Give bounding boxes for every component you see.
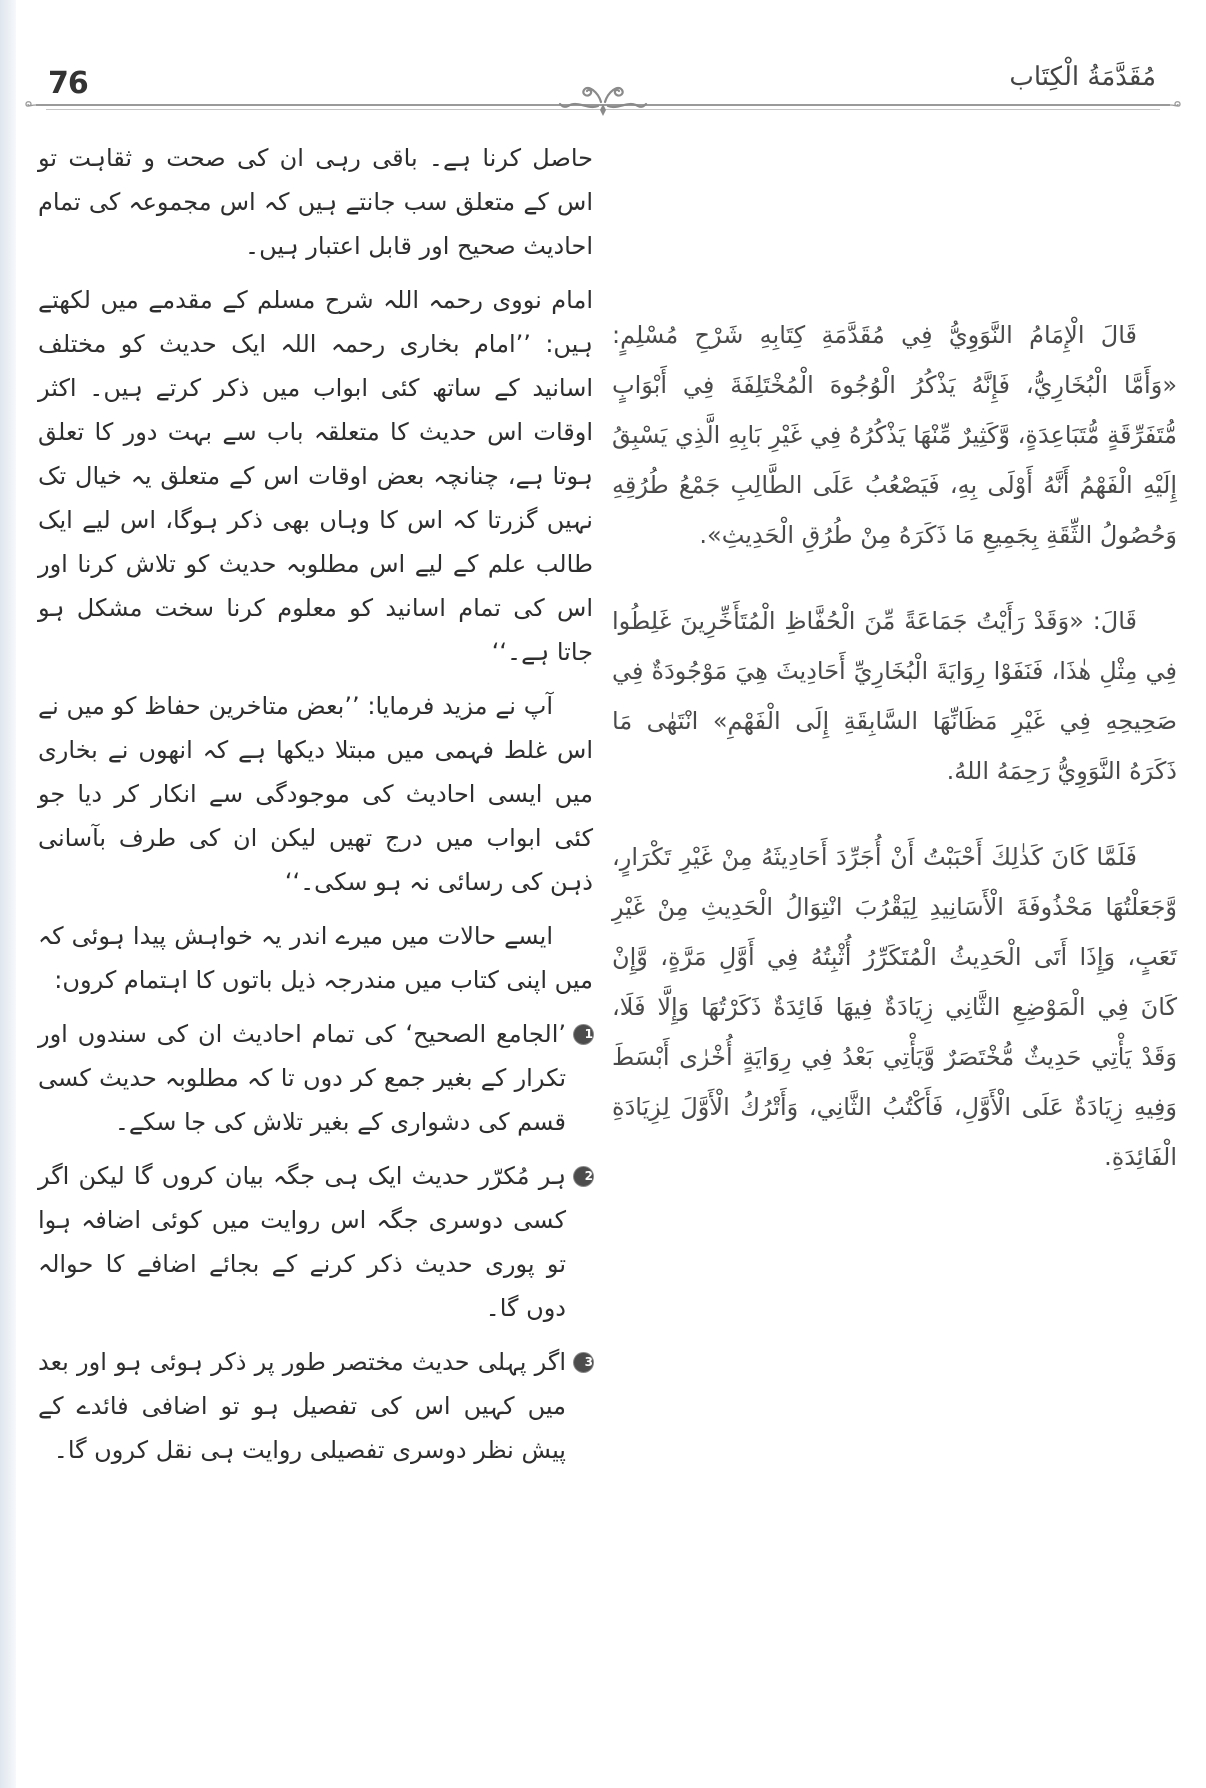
numbered-item-text: اگر پہلی حدیث مختصر طور پر ذکر ہوئی ہو اور بعد میں کہیں اس کی تفصیل ہو تو اضافی فائدے کے پیش نظر دوسری تفصیلی روایت ہی نقل کروں گا۔ [38, 1348, 566, 1464]
numbered-item [38, 1154, 593, 1330]
curl-left-icon [22, 96, 38, 112]
page-header [22, 60, 1184, 120]
number-badge: 2 [574, 1167, 593, 1186]
running-title: مُقَدَّمَةُ الْكِتَاب [1009, 62, 1156, 92]
number-badge: 1 [574, 1025, 593, 1044]
urdu-translation-column [38, 136, 593, 1472]
arabic-text-column [612, 310, 1177, 1182]
numbered-item [38, 1012, 593, 1144]
numbered-item [38, 1340, 593, 1472]
urdu-paragraph: ایسے حالات میں میرے اندر یہ خواہش پیدا ہوئی کہ میں اپنی کتاب میں مندرجہ ذیل باتوں کا اہتمام کروں: [38, 922, 593, 994]
curl-right-icon [1168, 96, 1184, 112]
urdu-paragraph: امام نووی رحمہ اللہ شرح مسلم کے مقدمے میں لکھتے ہیں: ’’امام بخاری رحمہ اللہ ایک حدیث کو مختلف اسانید کے ساتھ کئی ابواب میں ذکر کرتے ہیں۔ اکثر اوقات اس حدیث کا متعلقہ باب سے بہت دور کا تعلق ہوتا ہے، چنانچہ بعض اوقات اس کے متعلق یہ خیال تک نہیں گزرتا کہ اس کا وہاں بھی ذکر ہوگا، اس لیے ایک طالب علم کے لیے اس مطلوبہ حدیث کو تلاش کرنا اور اس کی تمام اسانید کو معلوم کرنا سخت مشکل ہو جاتا ہے۔‘‘ [38, 286, 593, 666]
number-badge: 3 [574, 1353, 593, 1372]
arabic-paragraph: قَالَ الْإِمَامُ النَّوَوِيُّ فِي مُقَدَّمَةِ كِتَابِهِ شَرْحِ مُسْلِمٍ: «وَأَمَّا الْبُخَارِيُّ، فَإِنَّهُ يَذْكُرُ الْوُجُوهَ الْمُخْتَلِفَةَ فِي أَبْوَابٍ مُّتَفَرِّقَةٍ مُّتَبَاعِدَةٍ، وَّكَثِيرٌ مِّنْهَا يَذْكُرُهُ فِي غَيْرِ بَابِهِ الَّذِي يَسْبِقُ إِلَيْهِ الْفَهْمُ أَنَّهُ أَوْلَى بِهِ، فَيَصْعُبُ عَلَى الطَّالِبِ جَمْعُ طُرُقِهِ وَحُصُولُ الثِّقَةِ بِجَمِيعِ مَا ذَكَرَهُ مِنْ طُرُقِ الْحَدِيثِ». [612, 321, 1177, 549]
arabic-paragraph: قَالَ: «وَقَدْ رَأَيْتُ جَمَاعَةً مِّنَ الْحُفَّاظِ الْمُتَأَخِّرِينَ غَلِطُوا فِي مِثْلِ هٰذَا، فَنَفَوْا رِوَايَةَ الْبُخَارِيِّ أَحَادِيثَ هِيَ مَوْجُودَةٌ فِي صَحِيحِهِ فِي غَيْرِ مَظَانِّهَا السَّابِقَةِ إِلَى الْفَهْمِ» انْتَهٰى مَا ذَكَرَهُ النَّوَوِيُّ رَحِمَهُ اللهُ. [612, 607, 1177, 785]
floral-ornament-icon [558, 74, 648, 118]
page-edge [0, 0, 16, 1788]
numbered-item-text: ’الجامع الصحیح‘ کی تمام احادیث ان کی سندوں اور تکرار کے بغیر جمع کر دوں تا کہ مطلوبہ حدیث کسی قسم کی دشواری کے بغیر تلاش کی جا سکے۔ [38, 1020, 566, 1136]
urdu-paragraph: حاصل کرنا ہے۔ باقی رہی ان کی صحت و ثقاہت تو اس کے متعلق سب جانتے ہیں کہ اس مجموعہ کی تمام احادیث صحیح اور قابل اعتبار ہیں۔ [38, 144, 593, 260]
urdu-paragraph: آپ نے مزید فرمایا: ’’بعض متاخرین حفاظ کو میں نے اس غلط فہمی میں مبتلا دیکھا ہے کہ انھوں نے بخاری میں ایسی احادیث کی موجودگی سے انکار کر دیا جو کئی ابواب میں درج تھیں لیکن ان کی طرف بآسانی ذہن کی رسائی نہ ہو سکی۔‘‘ [38, 692, 593, 896]
arabic-paragraph: فَلَمَّا كَانَ كَذٰلِكَ أَحْبَبْتُ أَنْ أُجَرِّدَ أَحَادِيثَهُ مِنْ غَيْرِ تَكْرَارٍ، وَّجَعَلْتُهَا مَحْذُوفَةَ الْأَسَانِيدِ لِيَقْرُبَ انْتِوَالُ الْحَدِيثِ مِنْ غَيْرِ تَعَبٍ، وَإِذَا أَتَى الْحَدِيثُ الْمُتَكَرِّرُ أُثْبِتُهُ فِي أَوَّلِ مَرَّةٍ، وَّإِنْ كَانَ فِي الْمَوْضِعِ الثَّانِي زِيَادَةٌ فِيهَا فَائِدَةٌ ذَكَرْتُهَا وَإِلَّا فَلَا، وَقَدْ يَأْتِي حَدِيثٌ مُّخْتَصَرٌ وَّيَأْتِي بَعْدُ فِي رِوَايَةٍ أُخْرٰى أَبْسَطَ وَفِيهِ زِيَادَةٌ عَلَى الْأَوَّلِ، فَأَكْتُبُ الثَّانِي، وَأَتْرُكُ الْأَوَّلَ لِزِيَادَةِ الْفَائِدَةِ. [612, 843, 1177, 1171]
page-number: 76 [48, 66, 88, 101]
numbered-item-text: ہر مُکرّر حدیث ایک ہی جگہ بیان کروں گا لیکن اگر کسی دوسری جگہ اس روایت میں کوئی اضافہ ہوا تو پوری حدیث ذکر کرنے کے بجائے اضافے کا حوالہ دوں گا۔ [38, 1162, 566, 1322]
